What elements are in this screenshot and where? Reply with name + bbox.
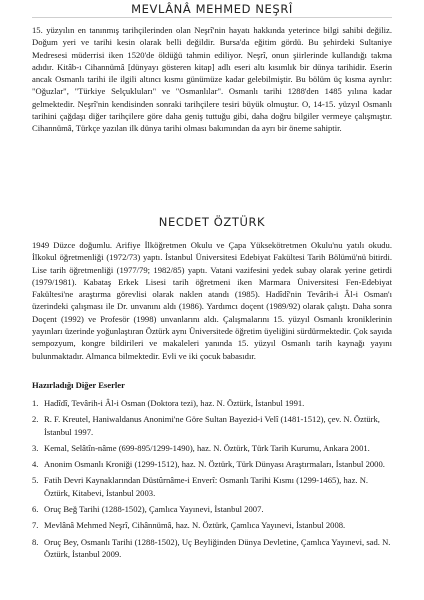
nesri-biography: 15. yüzyılın en tanınmış tarihçilerinden olan Neşrî'nin hayatı hakkında yeterince bilgi sahibi değiliz. Doğum yeri ve tarihi kesin olarak belli değildir. Bursa'da eğitim gördü. Bu şehirdeki Sultaniye Medresesi müderrisi iken 1520'de öldüğü tahmin ediliyor. Neşrî, onun şiirlerinde kullandığı takma adıdır. Kitâb-ı Cihannümâ [dünyayı gösteren kitap] adlı eseri altı kısımlık bir dünya tarihidir. Eserin ancak Osmanlı tarihi ile ilgili altıncı kısmı günümüze kadar gelebilmiştir. Bu bölüm üç kısma ayrılır: "Oğuzlar", "Türkiye Selçukluları" ve "Osmanlılar". Osmanlı tarihi 1288'den 1485 yılına kadar gelmektedir. Neşrî'nin kendisinden sonraki tarihçilere tesiri büyük olmuştur. O, 14-15. yüzyıl Osmanlı tarihini çağdaşı diğer tarihçilere göre daha geniş tuttuğu gibi, daha doğru bilgiler vermeye çalışmıştır. Cihannümâ, Türkçe yazılan ilk dünya tarihi olması bakımından da ayrı bir öneme sahiptir. [32, 25, 392, 134]
ozturk-biography: 1949 Düzce doğumlu. Arifiye İlköğretmen Okulu ve Çapa Yüksekötretmen Okulu'nu yatılı okudu. İlkokul öğretmenliği (1972/73) yaptı. İstanbul Üniversitesi Edebiyat Fakültesi Tarih Bölümü'nü bitirdi. Lise tarih öğretmenliği (1977/79; 1982/85) yaptı. Vatani vazifesini yedek subay olarak yerine getirdi (1979/1981). Kabataş Erkek Lisesi tarih öğretmeni iken Marmara Üniversitesi Fen-Edebiyat Fakültesi'ne araştırma görevlisi olarak naklen atandı (1985). Hadîdî'nin Tevârih-i Âl-i Osman'ı üzerindeki çalışması ile Dr. unvanını aldı (1986). Yardımcı doçent (1989/92) olarak çalıştı. Daha sonra Doçent (1992) ve Profesör (1998) unvanlarını aldı. Çalışmalarını 15. yüzyıl Osmanlı kroniklerinin yayınları üzerinde yoğunlaştıran Öztürk aynı Üniversitede öğretim üyeliğini sürdürmektedir. Çok sayıda sempozyum, kongre bildirileri ve makaleleri yanında 15. yüzyıl Osmanlı tarih kaynağı yayını bulunmaktadır. Almanca bilmektedir. Evli ve iki çocuk babasıdır. [32, 240, 392, 361]
work-text: Oruç Bey, Osmanlı Tarihi (1288-1502), Uç Beyliğinden Dünya Devletine, Çamlıca Yayınevi, sad. N. Öztürk, İstanbul 2009. [44, 536, 391, 559]
work-item [32, 503, 392, 515]
work-text: Anonim Osmanlı Kroniği (1299-1512), haz. N. Öztürk, Türk Dünyası Araştırmaları, İstanbul 2000. [44, 459, 385, 470]
work-number: 5. [32, 475, 39, 486]
work-number: 1. [32, 398, 39, 408]
work-item [32, 442, 392, 454]
work-item [32, 474, 392, 499]
work-item [32, 397, 392, 409]
work-text: R. F. Kreutel, Haniwaldanus Anonimi'ne Göre Sultan Bayezid-i Velî (1481-1512), çev. N. Öztürk, İstanbul 1997. [44, 414, 380, 437]
work-item [32, 413, 392, 438]
author-title-ozturk: NECDET ÖZTÜRK [158, 215, 266, 229]
works-list [32, 397, 392, 564]
work-number: 3. [32, 442, 39, 453]
work-number: 8. [32, 536, 39, 547]
work-item [32, 519, 392, 531]
work-item [32, 536, 392, 561]
work-text: Mevlânâ Mehmed Neşrî, Cihânnümâ, haz. N. Öztürk, Çamlıca Yayınevi, İstanbul 2008. [44, 520, 346, 531]
work-number: 4. [32, 459, 39, 470]
work-item [32, 458, 392, 470]
work-number: 7. [32, 520, 39, 531]
work-text: Hadîdî, Tevârih-i Âl-i Osman (Doktora tezi), haz. N. Öztürk, İstanbul 1991. [44, 398, 305, 408]
work-text: Fatih Devri Kaynaklarından Düstûrnâme-i Enverî: Osmanlı Tarihi Kısmı (1299-1465), haz. N. Öztürk, Kitabevi, İstanbul 2003. [44, 475, 369, 498]
author-title-nesri: MEVLÂNÂ MEHMED NEŞRÎ [131, 2, 293, 16]
work-text: Oruç Beğ Tarihi (1288-1502), Çamlıca Yayınevi, İstanbul 2007. [44, 504, 264, 515]
work-text: Kemal, Selâtîn-nâme (699-895/1299-1490), haz. N. Öztürk, Türk Tarih Kurumu, Ankara 2001. [44, 442, 370, 453]
work-number: 6. [32, 504, 39, 515]
works-heading: Hazırladığı Diğer Eserler [32, 380, 125, 390]
title-underline [32, 17, 392, 18]
work-number: 2. [32, 414, 39, 425]
